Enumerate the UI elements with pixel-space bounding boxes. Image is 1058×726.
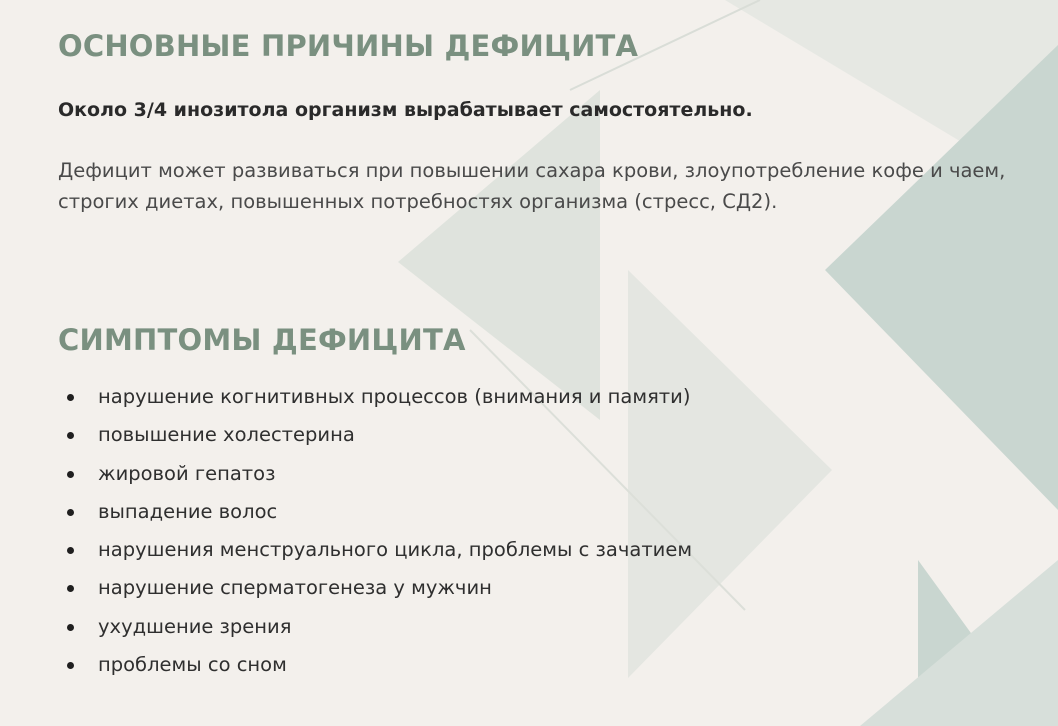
symptoms-heading: СИМПТОМЫ ДЕФИЦИТА [58, 323, 466, 357]
bullet-icon [67, 471, 74, 478]
bullet-icon [67, 547, 74, 554]
causes-heading: ОСНОВНЫЕ ПРИЧИНЫ ДЕФИЦИТА [58, 29, 639, 63]
symptom-text: ухудшение зрения [98, 614, 292, 638]
symptom-text: проблемы со сном [98, 653, 287, 677]
bullet-icon [67, 585, 74, 592]
causes-description: Дефицит может развиваться при повышении сахара крови, злоупотребление кофе и чаем, строгих диетах, повышенных потребностях организма (стресс, СД2). [58, 159, 1006, 213]
bullet-icon [67, 624, 74, 631]
causes-lead-text: Около 3/4 инозитола организм вырабатывает самостоятельно. [58, 99, 753, 121]
symptom-text: нарушение сперматогенеза у мужчин [98, 576, 492, 600]
bullet-icon [67, 394, 74, 401]
symptom-item [64, 569, 692, 607]
bullet-icon [67, 509, 74, 516]
symptom-item [64, 646, 692, 684]
symptom-text: нарушение когнитивных процессов (внимания и памяти) [98, 385, 691, 408]
symptom-item [64, 378, 692, 416]
symptom-item [64, 493, 692, 531]
symptom-text: повышение холестерина [98, 423, 355, 447]
symptom-text: жировой гепатоз [98, 461, 276, 485]
symptom-text: выпадение волос [98, 499, 278, 523]
symptom-text: нарушения менструального цикла, проблемы с зачатием [98, 538, 693, 562]
symptom-item [64, 531, 692, 569]
symptom-item [64, 455, 692, 493]
symptom-item [64, 608, 692, 646]
bullet-icon [67, 662, 74, 669]
symptoms-list [64, 378, 692, 684]
bullet-icon [67, 432, 74, 439]
symptom-item [64, 416, 692, 454]
